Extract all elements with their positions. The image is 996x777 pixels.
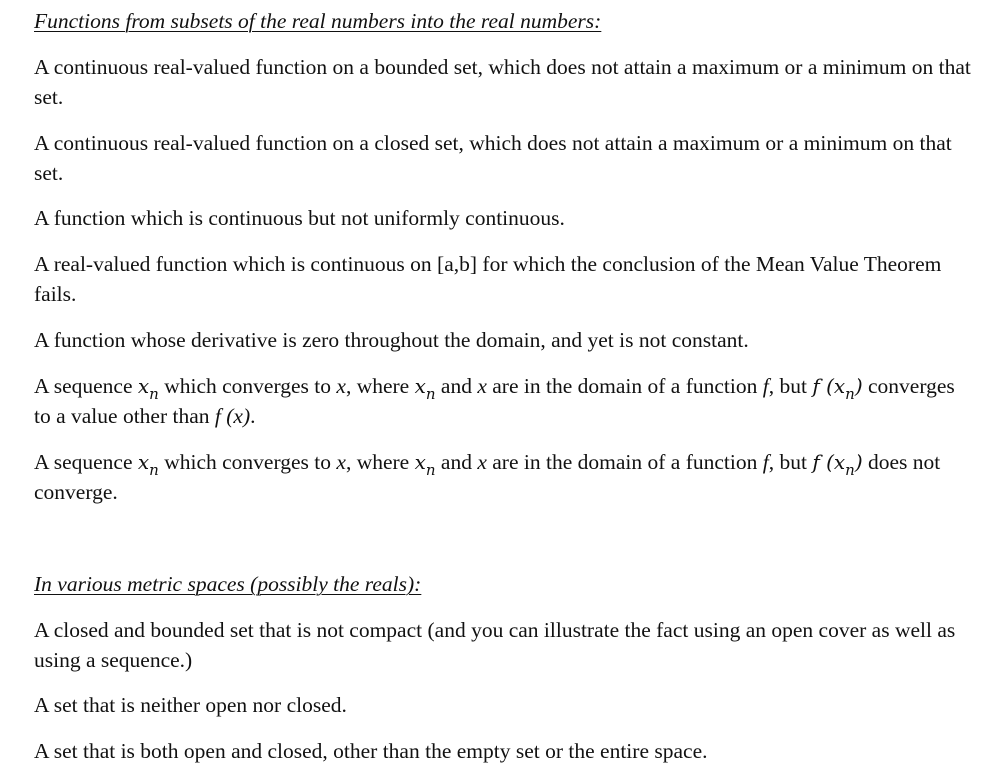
list-item-closed-set: A continuous real-valued function on a closed set, which does not attain a maximum or a minimum on that set.: [34, 131, 952, 185]
list-item-sequence-converges-other-value: [34, 371, 974, 431]
list-item-zero-derivative: A function whose derivative is zero throughout the domain, and yet is not constant.: [34, 328, 749, 352]
text-segment: which converges to: [158, 374, 337, 398]
math-x: x: [414, 374, 426, 398]
list-item-uniform-continuity: A function which is continuous but not uniformly continuous.: [34, 206, 565, 230]
text-segment: , where: [345, 374, 415, 398]
math-x-n: [137, 374, 159, 403]
text-segment: .: [250, 404, 256, 428]
text-segment: which converges to: [158, 450, 337, 474]
math-x-n: [137, 450, 159, 479]
math-x: x: [477, 374, 487, 398]
math-subscript-n: n: [149, 461, 159, 479]
text-segment: A sequence: [34, 450, 138, 474]
math-f: f: [762, 450, 769, 474]
math-subscript-n: n: [425, 385, 436, 403]
text-segment: , but: [768, 450, 813, 474]
math-f: f: [762, 374, 769, 398]
text-segment: does not converge.: [34, 450, 941, 504]
list-item-neither-open-nor-closed: A set that is neither open nor closed.: [34, 693, 347, 717]
section-heading-metric-spaces: In various metric spaces (possibly the reals):: [34, 572, 422, 596]
text-segment: converges to a value other than: [34, 374, 955, 428]
text-segment: , but: [768, 374, 813, 398]
text-segment: and: [435, 450, 478, 474]
list-item-bounded-set: A continuous real-valued function on a bounded set, which does not attain a maximum or a minimum on that set.: [34, 55, 971, 109]
math-subscript-n: n: [845, 385, 855, 403]
list-item-closed-bounded-not-compact: A closed and bounded set that is not compact (and you can illustrate the fact using an open cover as well as using a sequence.): [34, 618, 956, 672]
list-item-mean-value-theorem: A real-valued function which is continuous on [a,b] for which the conclusion of the Mean Value Theorem fails.: [34, 252, 942, 306]
math-f-x: f (x: [812, 374, 846, 398]
section-heading-functions: Functions from subsets of the real numbers into the real numbers:: [34, 9, 602, 33]
text-segment: are in the domain of a function: [486, 374, 763, 398]
text-segment: , where: [345, 450, 415, 474]
math-x: x: [137, 450, 150, 474]
math-subscript-n: n: [425, 461, 436, 479]
text-segment: A sequence: [34, 374, 138, 398]
list-item-open-and-closed: A set that is both open and closed, other than the empty set or the entire space.: [34, 739, 708, 763]
math-x-n: [414, 374, 436, 403]
math-x-n: [414, 450, 436, 479]
math-f-of-x-n: [812, 374, 863, 403]
math-subscript-n: n: [845, 461, 855, 479]
math-f-of-x: f (x): [214, 404, 251, 428]
math-f-x: f (x: [812, 450, 846, 474]
text-segment: and: [435, 374, 478, 398]
math-x: x: [336, 374, 346, 398]
math-x: x: [414, 450, 426, 474]
math-f-of-x-n: [812, 450, 863, 479]
math-x: x: [477, 450, 487, 474]
math-paren: ): [854, 450, 863, 474]
list-item-sequence-does-not-converge: [34, 447, 974, 507]
math-paren: ): [854, 374, 863, 398]
text-segment: are in the domain of a function: [486, 450, 763, 474]
math-x: x: [137, 374, 150, 398]
math-x: x: [336, 450, 346, 474]
math-subscript-n: n: [149, 385, 159, 403]
